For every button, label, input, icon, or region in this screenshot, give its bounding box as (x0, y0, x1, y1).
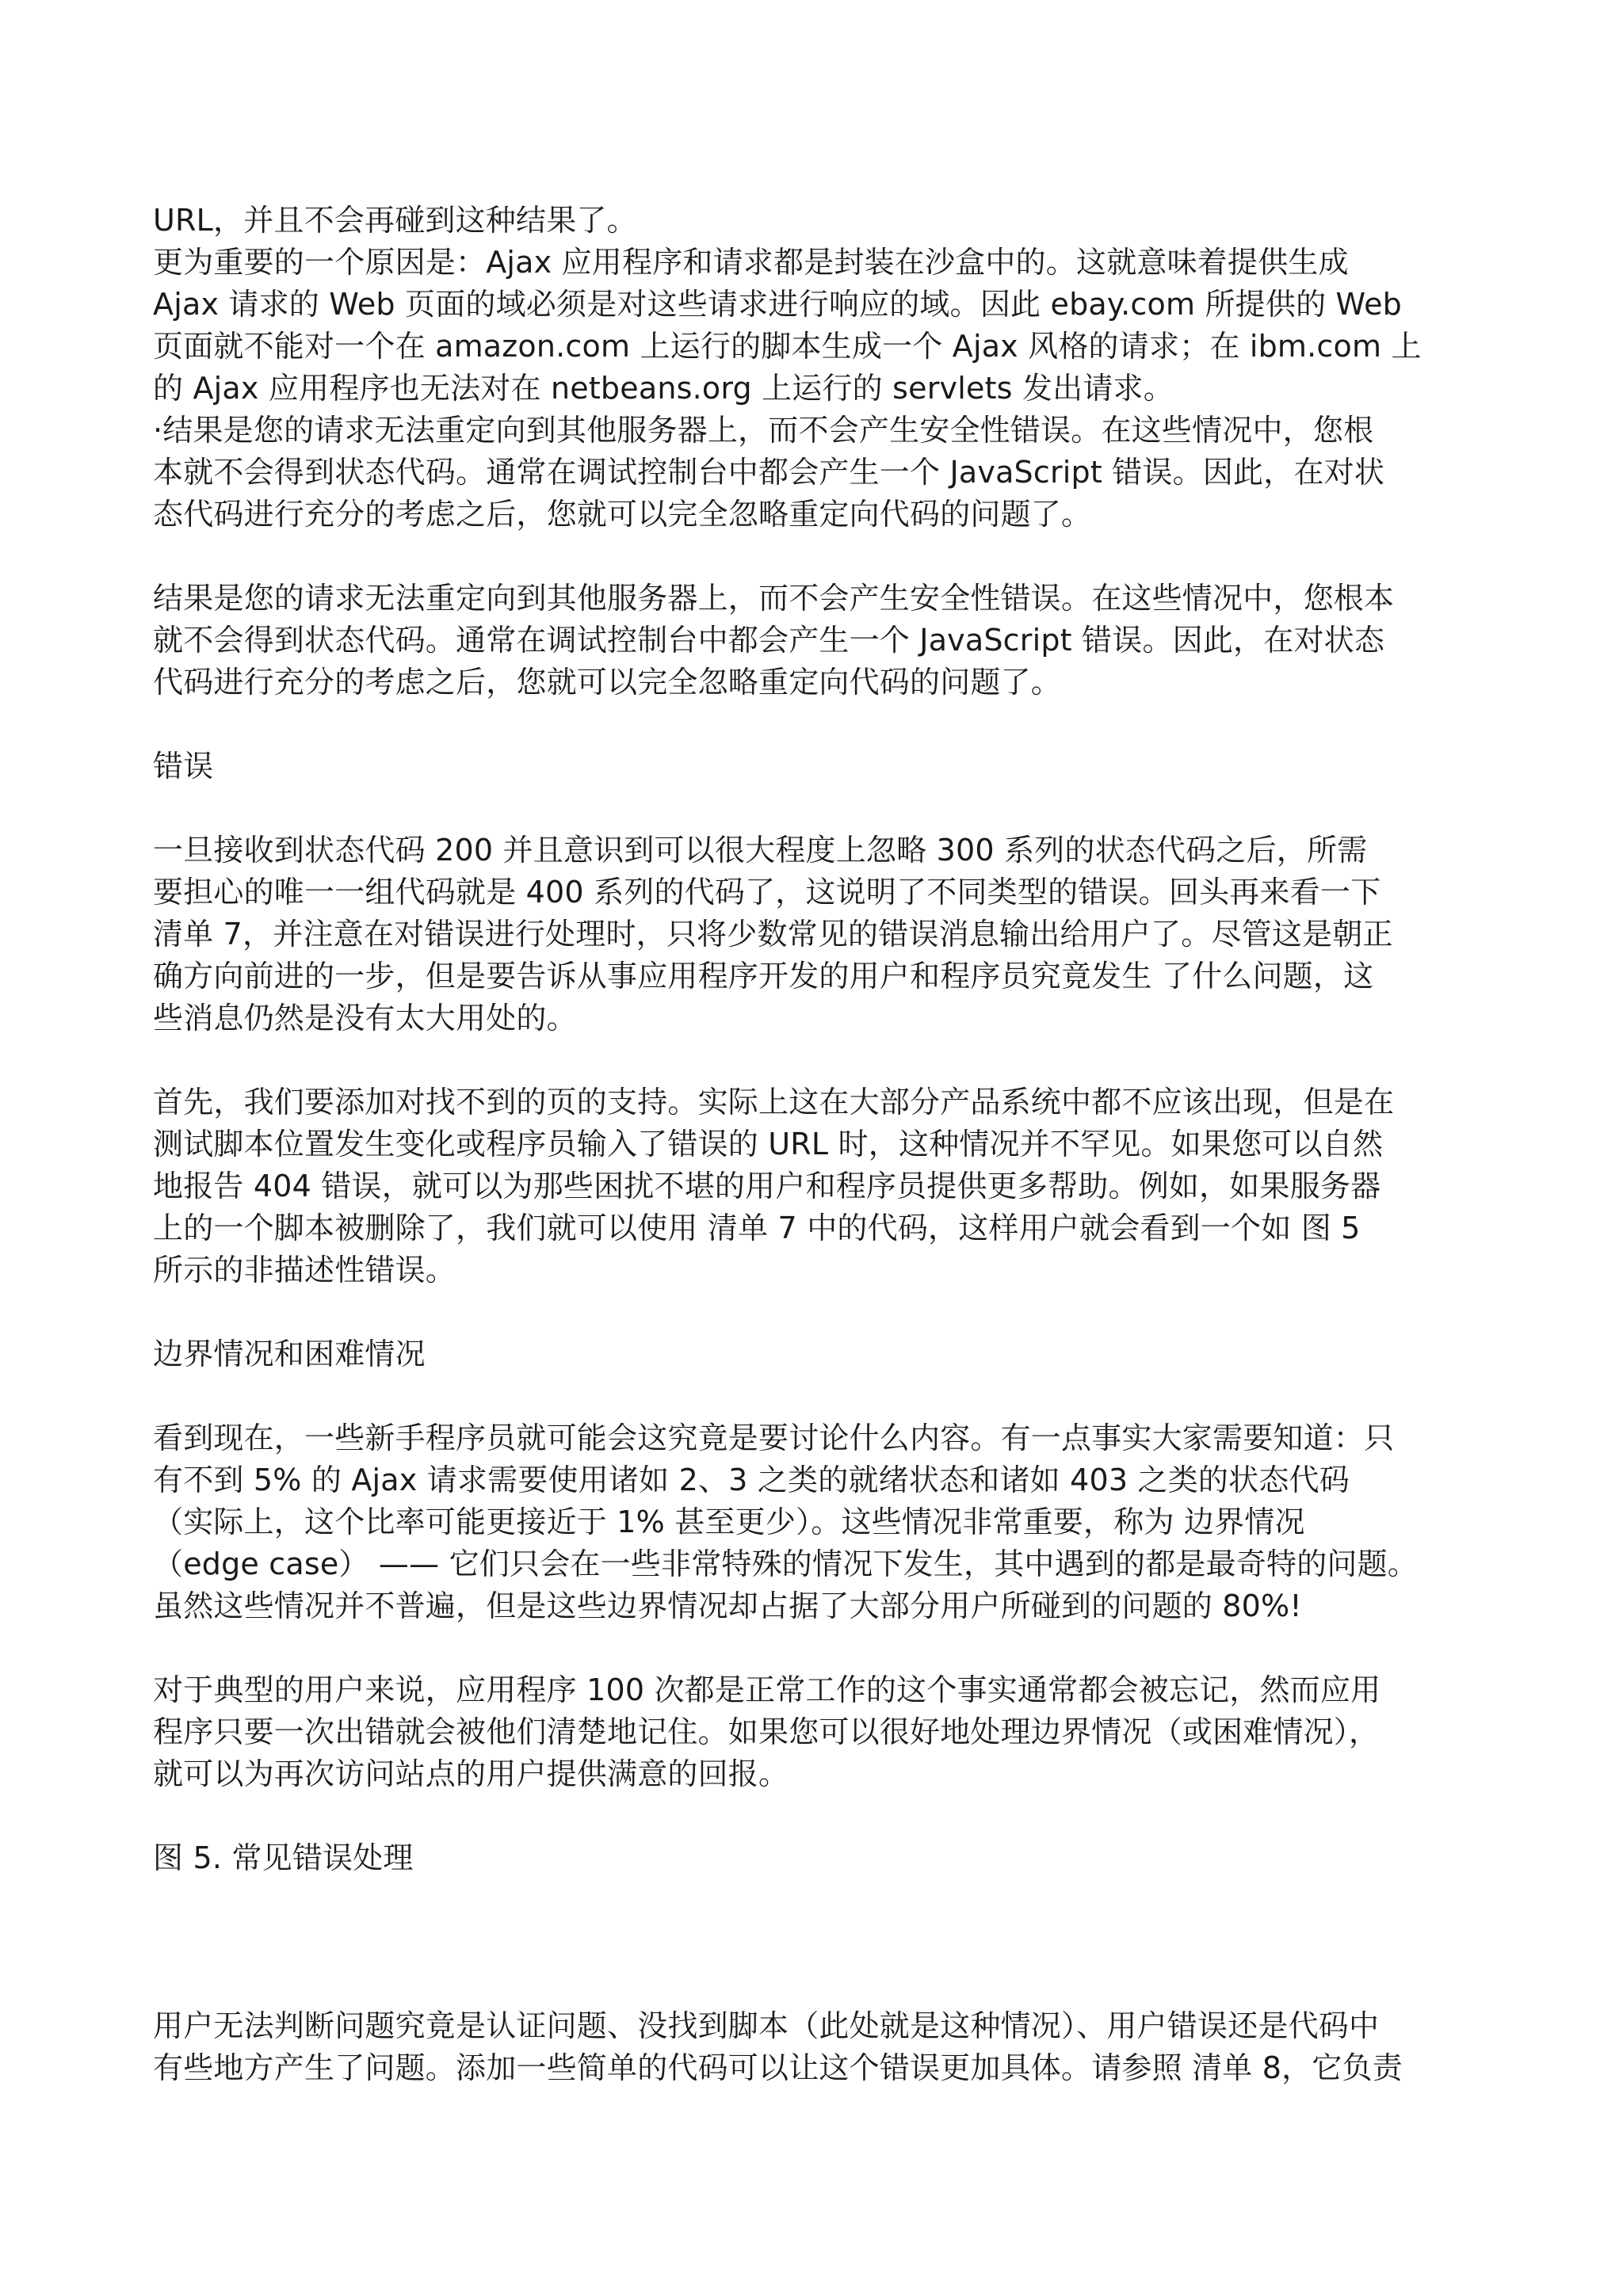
paragraph-spacer (153, 1375, 1500, 1417)
body-text-line: 些消息仍然是没有太大用处的。 (153, 1001, 577, 1035)
paragraph-spacer (153, 788, 1500, 830)
body-text-line: 有不到 5% 的 Ajax 请求需要使用诸如 2、3 之类的就绪状态和诸如 403 之类的状态代码 (153, 1463, 1350, 1497)
body-text-line: 清单 7，并注意在对错误进行处理时，只将少数常见的错误消息输出给用户了。尽管这是朝正 (153, 917, 1393, 952)
bullet-text-line: ·结果是您的请求无法重定向到其他服务器上，而不会产生安全性错误。在这些情况中，您根 (153, 413, 1374, 448)
bullet-text-line: 态代码进行充分的考虑之后，您就可以完全忽略重定向代码的问题了。 (153, 497, 1092, 532)
body-text-line: （实际上，这个比率可能更接近于 1% 甚至更少）。这些情况非常重要，称为 边界情况 (153, 1505, 1305, 1539)
body-text-line: 就不会得到状态代码。通常在调试控制台中都会产生一个 JavaScript 错误。因此，在对状态 (153, 623, 1385, 658)
body-text-line: 更为重要的一个原因是：Ajax 应用程序和请求都是封装在沙盒中的。这就意味着提供生成 (153, 245, 1349, 280)
body-text-line: 地报告 404 错误，就可以为那些困扰不堪的用户和程序员提供更多帮助。例如，如果服务器 (153, 1169, 1381, 1203)
paragraph-spacer (153, 1795, 1500, 1837)
body-text-line: 的 Ajax 应用程序也无法对在 netbeans.org 上运行的 servlets 发出请求。 (153, 371, 1174, 406)
body-text-line: 对于典型的用户来说，应用程序 100 次都是正常工作的这个事实通常都会被忘记，然而应用 (153, 1672, 1381, 1707)
figure-placeholder (153, 1879, 1500, 2005)
body-text-line: （edge case） —— 它们只会在一些非常特殊的情况下发生，其中遇到的都是最奇特的问题。 (153, 1547, 1418, 1581)
section-heading: 错误 (153, 749, 214, 784)
body-text-line: 要担心的唯一一组代码就是 400 系列的代码了，这说明了不同类型的错误。回头再来看一下 (153, 875, 1381, 910)
body-text-line: 程序只要一次出错就会被他们清楚地记住。如果您可以很好地处理边界情况（或困难情况）， (153, 1714, 1380, 1749)
body-text-line: 首先，我们要添加对找不到的页的支持。实际上这在大部分产品系统中都不应该出现，但是在 (153, 1085, 1395, 1119)
body-text-line: 所示的非描述性错误。 (153, 1253, 456, 1287)
bullet-text-line: 本就不会得到状态代码。通常在调试控制台中都会产生一个 JavaScript 错误。因此，在对状 (153, 455, 1385, 490)
body-text-line: 测试脚本位置发生变化或程序员输入了错误的 URL 时，这种情况并不罕见。如果您可以自然 (153, 1127, 1384, 1161)
body-text-line: 就可以为再次访问站点的用户提供满意的回报。 (153, 1756, 789, 1791)
paragraph-spacer (153, 1291, 1500, 1333)
body-text-line: 一旦接收到状态代码 200 并且意识到可以很大程度上忽略 300 系列的状态代码之后，所需 (153, 833, 1368, 868)
paragraph-spacer (153, 1039, 1500, 1081)
body-text-line: 结果是您的请求无法重定向到其他服务器上，而不会产生安全性错误。在这些情况中，您根本 (153, 581, 1395, 616)
body-text-line: 看到现在，一些新手程序员就可能会这究竟是要讨论什么内容。有一点事实大家需要知道：只 (153, 1421, 1395, 1455)
paragraph-spacer (153, 536, 1500, 578)
body-text-line: 页面就不能对一个在 amazon.com 上运行的脚本生成一个 Ajax 风格的请求；在 ibm.com 上 (153, 329, 1422, 364)
body-text-line: 代码进行充分的考虑之后，您就可以完全忽略重定向代码的问题了。 (153, 665, 1062, 700)
body-text-line: 确方向前进的一步，但是要告诉从事应用程序开发的用户和程序员究竟发生 了什么问题，这 (153, 959, 1374, 994)
body-text-line: 有些地方产生了问题。添加一些简单的代码可以让这个错误更加具体。请参照 清单 8，它负责 (153, 2050, 1403, 2085)
body-text-line: 虽然这些情况并不普遍，但是这些边界情况却占据了大部分用户所碰到的问题的 80%! (153, 1589, 1302, 1623)
paragraph-spacer (153, 704, 1500, 746)
body-text-line: 用户无法判断问题究竟是认证问题、没找到脚本（此处就是这种情况）、用户错误还是代码中 (153, 2008, 1380, 2043)
paragraph-spacer (153, 1627, 1500, 1669)
body-text-line: 上的一个脚本被删除了，我们就可以使用 清单 7 中的代码，这样用户就会看到一个如 图 5 (153, 1211, 1361, 1245)
body-text-line: Ajax 请求的 Web 页面的域必须是对这些请求进行响应的域。因此 ebay.com 所提供的 Web (153, 287, 1402, 322)
body-text-line: URL，并且不会再碰到这种结果了。 (153, 203, 637, 238)
figure-caption: 图 5. 常见错误处理 (153, 1840, 414, 1875)
document-body (153, 200, 1500, 2089)
section-heading: 边界情况和困难情况 (153, 1337, 426, 1371)
